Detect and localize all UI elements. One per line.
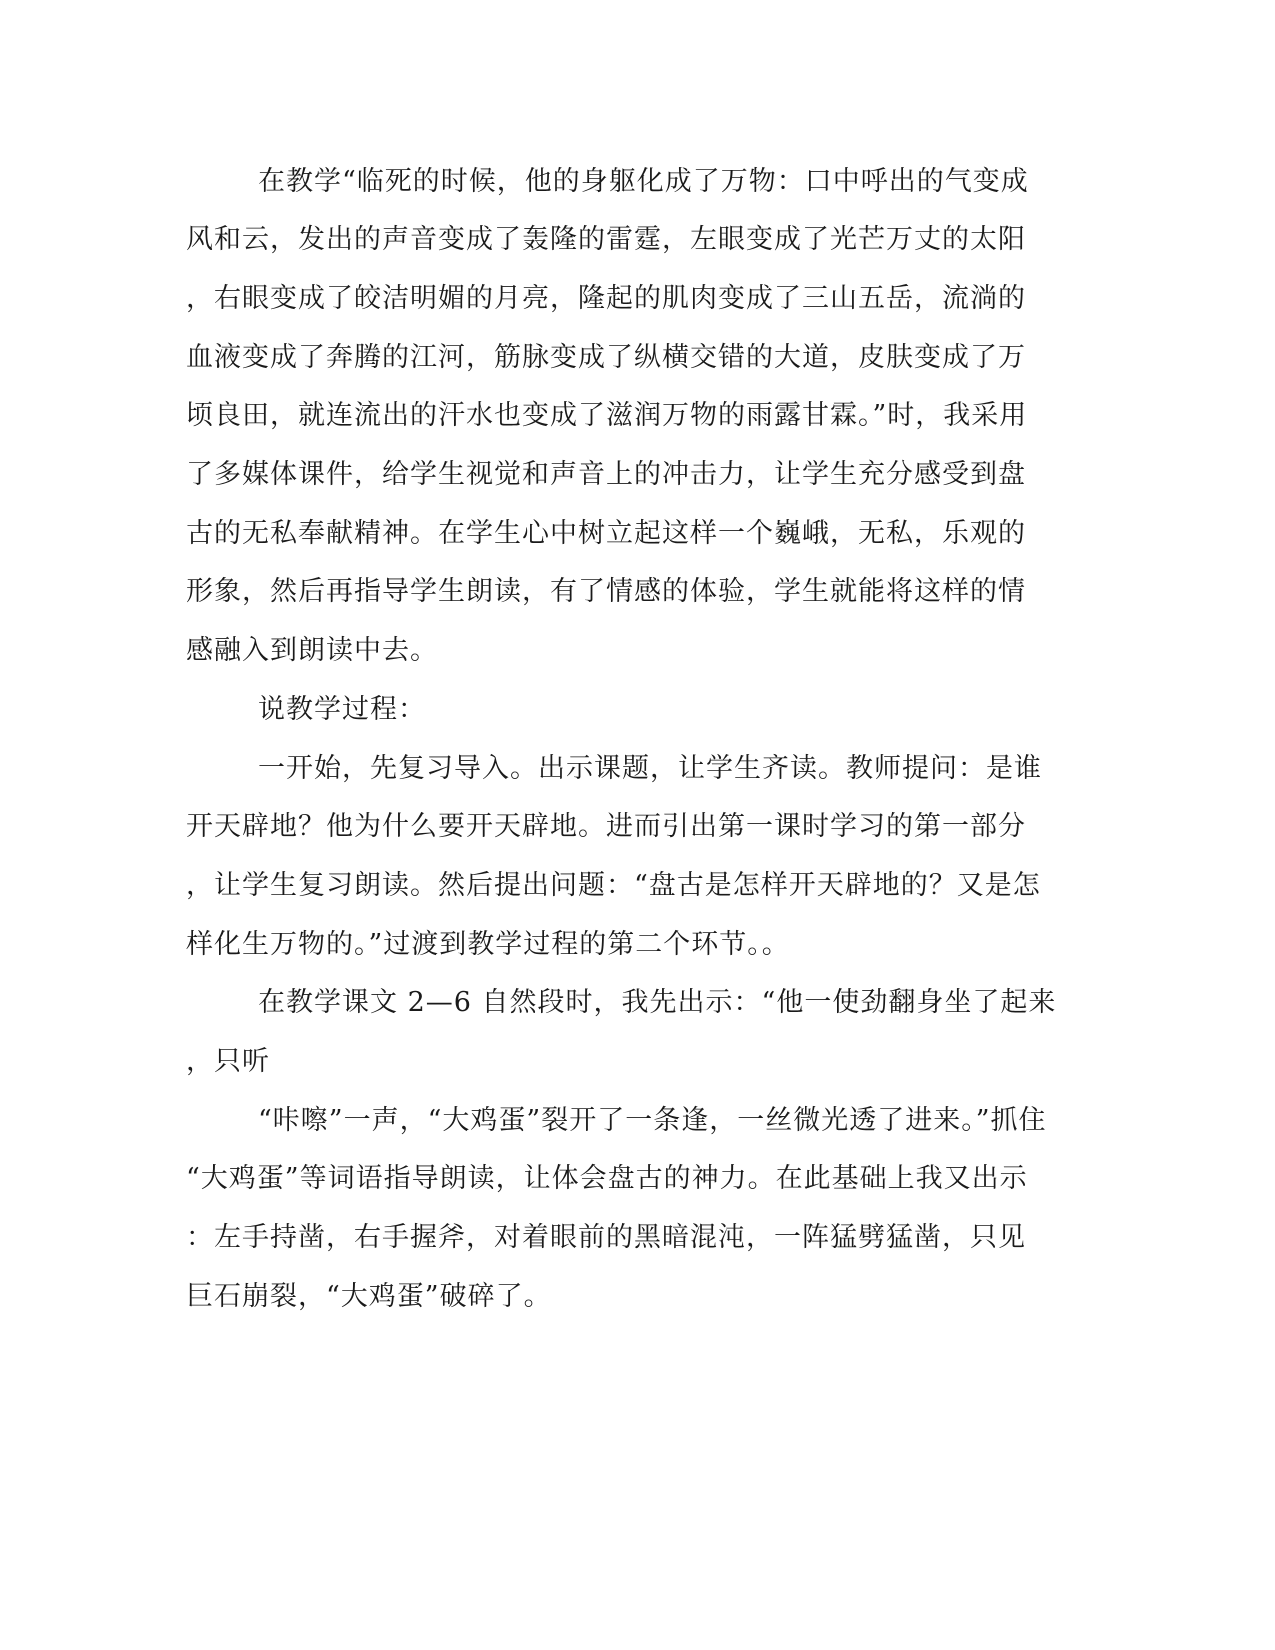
text-line: “大鸡蛋”等词语指导朗读，让体会盘古的神力。在此基础上我又出示 [186,1163,1028,1194]
text-line: ，让学生复习朗读。然后提出问题：“盘古是怎样开天辟地的？又是怎 [186,870,1041,901]
text-line: 顷良田，就连流出的汗水也变成了滋润万物的雨露甘霖。”时，我采用 [186,400,1028,431]
text-line: 了多媒体课件，给学生视觉和声音上的冲击力，让学生充分感受到盘 [186,459,1026,490]
text-line: 形象，然后再指导学生朗读，有了情感的体验，学生就能将这样的情 [186,576,1026,607]
text-line: ，右眼变成了皎洁明媚的月亮，隆起的肌肉变成了三山五岳，流淌的 [186,283,1026,314]
text-line: 样化生万物的。”过渡到教学过程的第二个环节。。 [186,929,790,960]
text-line: 开天辟地？他为什么要开天辟地。进而引出第一课时学习的第一部分 [186,811,1026,842]
text-line: ：左手持凿，右手握斧，对着眼前的黑暗混沌，一阵猛劈猛凿，只见 [186,1222,1026,1253]
text-line: 在教学“临死的时候，他的身躯化成了万物：口中呼出的气变成 [258,166,1029,197]
text-line: 风和云，发出的声音变成了轰隆的雷霆，左眼变成了光芒万丈的太阳 [186,224,1026,255]
text-line: 一开始，先复习导入。出示课题，让学生齐读。教师提问：是谁 [258,753,1042,784]
text-line: 在教学课文 2—6 自然段时，我先出示：“他一使劲翻身坐了起来 [258,987,1057,1018]
text-line: 血液变成了奔腾的江河，筋脉变成了纵横交错的大道，皮肤变成了万 [186,342,1026,373]
section-heading: 说教学过程： [258,694,426,725]
text-line: “咔嚓”一声，“大鸡蛋”裂开了一条逢，一丝微光透了进来。”抓住 [258,1105,1047,1136]
text-line: 巨石崩裂，“大鸡蛋”破碎了。 [186,1281,552,1312]
text-line: ，只听 [186,1046,270,1077]
text-line: 感融入到朗读中去。 [186,635,438,666]
text-line: 古的无私奉献精神。在学生心中树立起这样一个巍峨，无私，乐观的 [186,518,1026,549]
